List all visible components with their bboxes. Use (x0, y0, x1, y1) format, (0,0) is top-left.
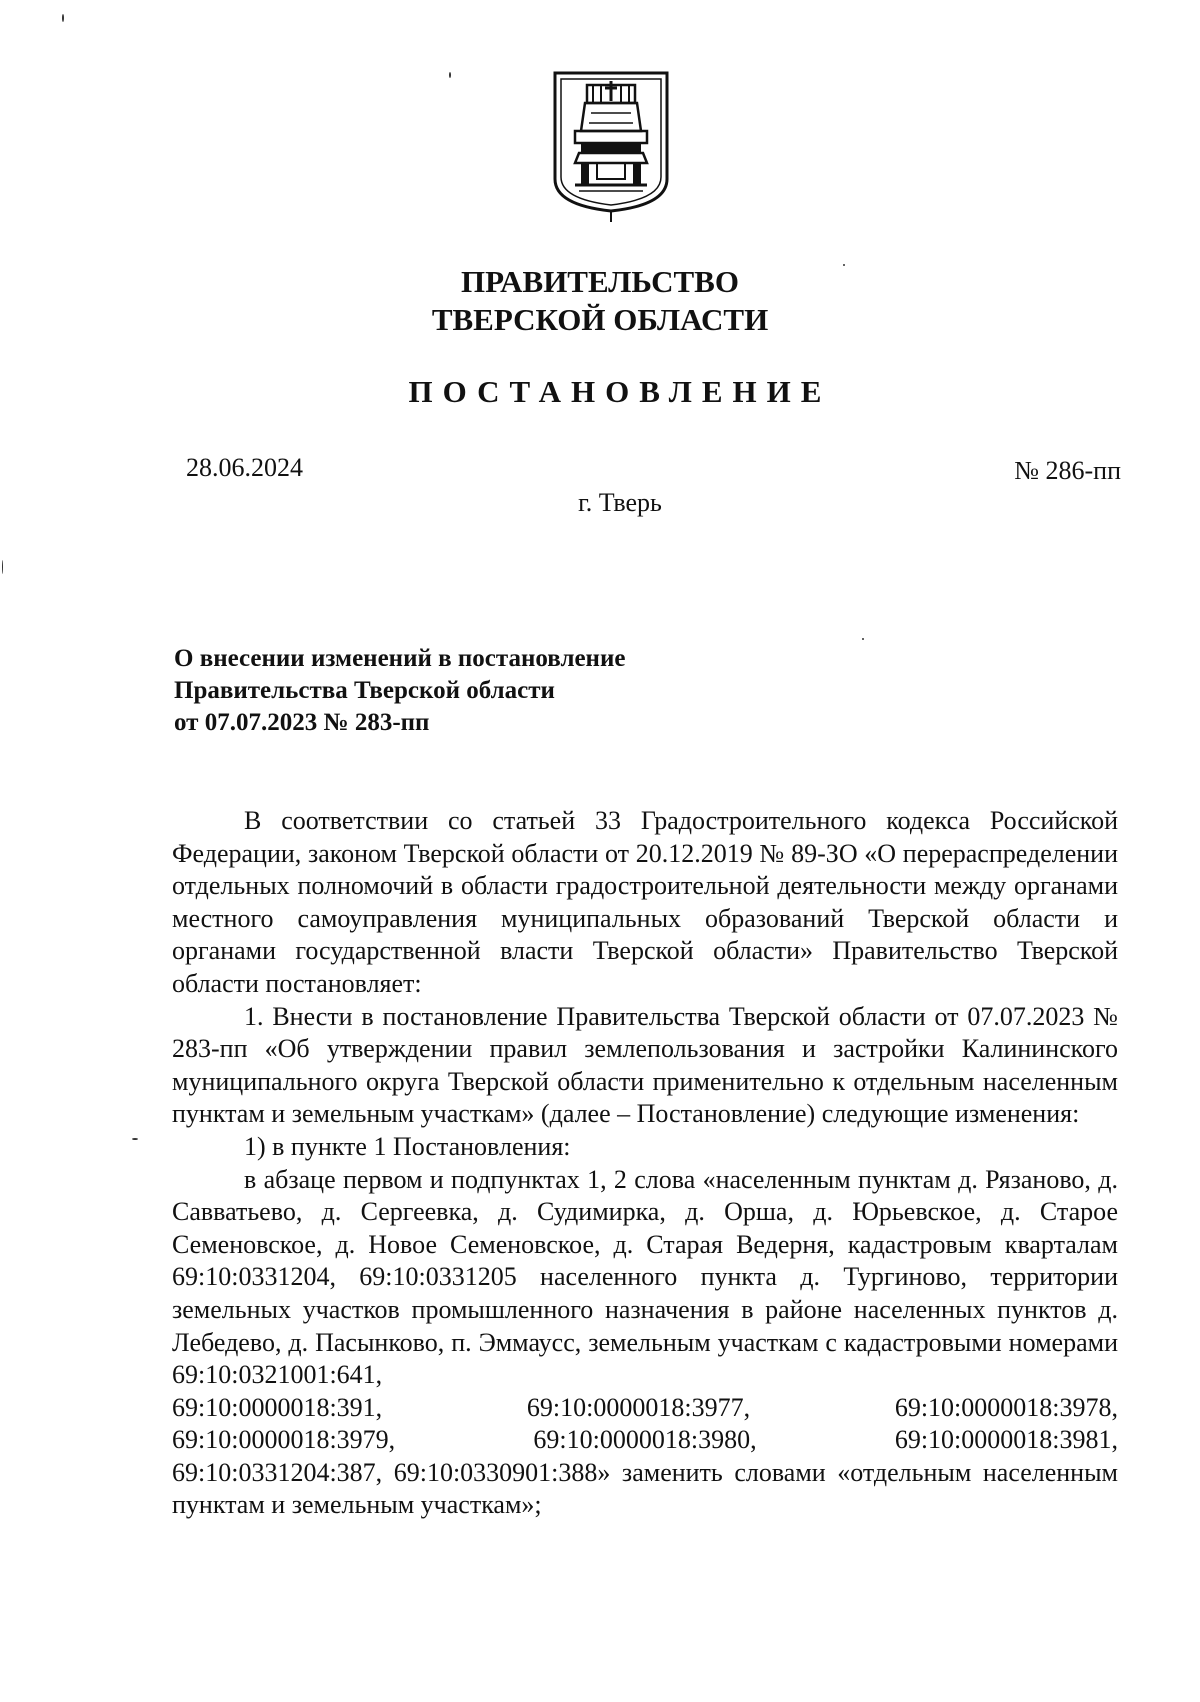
cadastral-numbers-row (172, 1424, 1118, 1457)
body-paragraph: В соответствии со статьей 33 Градостроительного кодекса Российской Федерации, законом Тверской области от 20.12.2019 № 89-ЗО «О перераспределении отдельных полномочий в области градостроительной деятельности между органами местного самоуправления муниципальных образований Тверской области и органами государственной власти Тверской области» Правительство Тверской области постановляет: (172, 806, 1118, 998)
document-body (172, 805, 1118, 1522)
government-title-line2: ТВЕРСКОЙ ОБЛАСТИ (431, 302, 769, 337)
subject-line: Правительства Тверской области (174, 677, 555, 704)
document-type-heading: ПОСТАНОВЛЕНИЕ (408, 374, 832, 409)
document-city: г. Тверь (578, 488, 662, 517)
tver-coat-of-arms-icon (551, 71, 671, 223)
cadastral-number: 69:10:0000018:3978, (894, 1392, 1118, 1422)
cadastral-number: 69:10:0000018:3981, (894, 1425, 1118, 1455)
subject-line: О внесении изменений в постановление (174, 645, 626, 672)
document-subject (174, 643, 625, 739)
subject-line: от 07.07.2023 № 283-пп (174, 709, 430, 736)
cadastral-number: 69:10:0000018:3977, (526, 1392, 751, 1422)
body-paragraph: 69:10:0331204:387, 69:10:0330901:388» заменить словами «отдельным населенным пунктам и земельным участкам»; (172, 1457, 1118, 1520)
document-date: 28.06.2024 (186, 453, 303, 482)
government-title-line1: ПРАВИТЕЛЬСТВО (461, 264, 739, 299)
body-paragraph: 1) в пункте 1 Постановления: (244, 1131, 571, 1161)
cadastral-number: 69:10:0000018:3980, (533, 1425, 757, 1455)
cadastral-numbers-row (172, 1392, 1118, 1425)
body-paragraph: 1. Внести в постановление Правительства Тверской области от 07.07.2023 № 283-пп «Об утверждении правил землепользования и застройки Калининского муниципального округа Тверской области применительно к отдельным населенным пунктам и земельным участкам» (далее – Постановление) следующие изменения: (172, 1001, 1118, 1129)
cadastral-number: 69:10:0000018:3979, (172, 1425, 396, 1455)
body-paragraph: в абзаце первом и подпунктах 1, 2 слова «населенным пунктам д. Рязаново, д. Савватьево, д. Сергеевка, д. Судимирка, д. Орша, д. Юрьевское, д. Старое Семеновское, д. Новое Семеновское, д. Старая Ведерня, кадастровым кварталам 69:10:0331204, 69:10:0331205 населенного пункта д. Тургиново, территории земельных участков промышленного назначения в районе населенных пунктов д. Лебедево, д. Пасынково, п. Эммаусс, земельным участкам с кадастровыми номерами 69:10:0321001:641, (172, 1164, 1118, 1390)
document-number: № 286-пп (1014, 456, 1121, 485)
cadastral-number: 69:10:0000018:391, (172, 1392, 383, 1422)
